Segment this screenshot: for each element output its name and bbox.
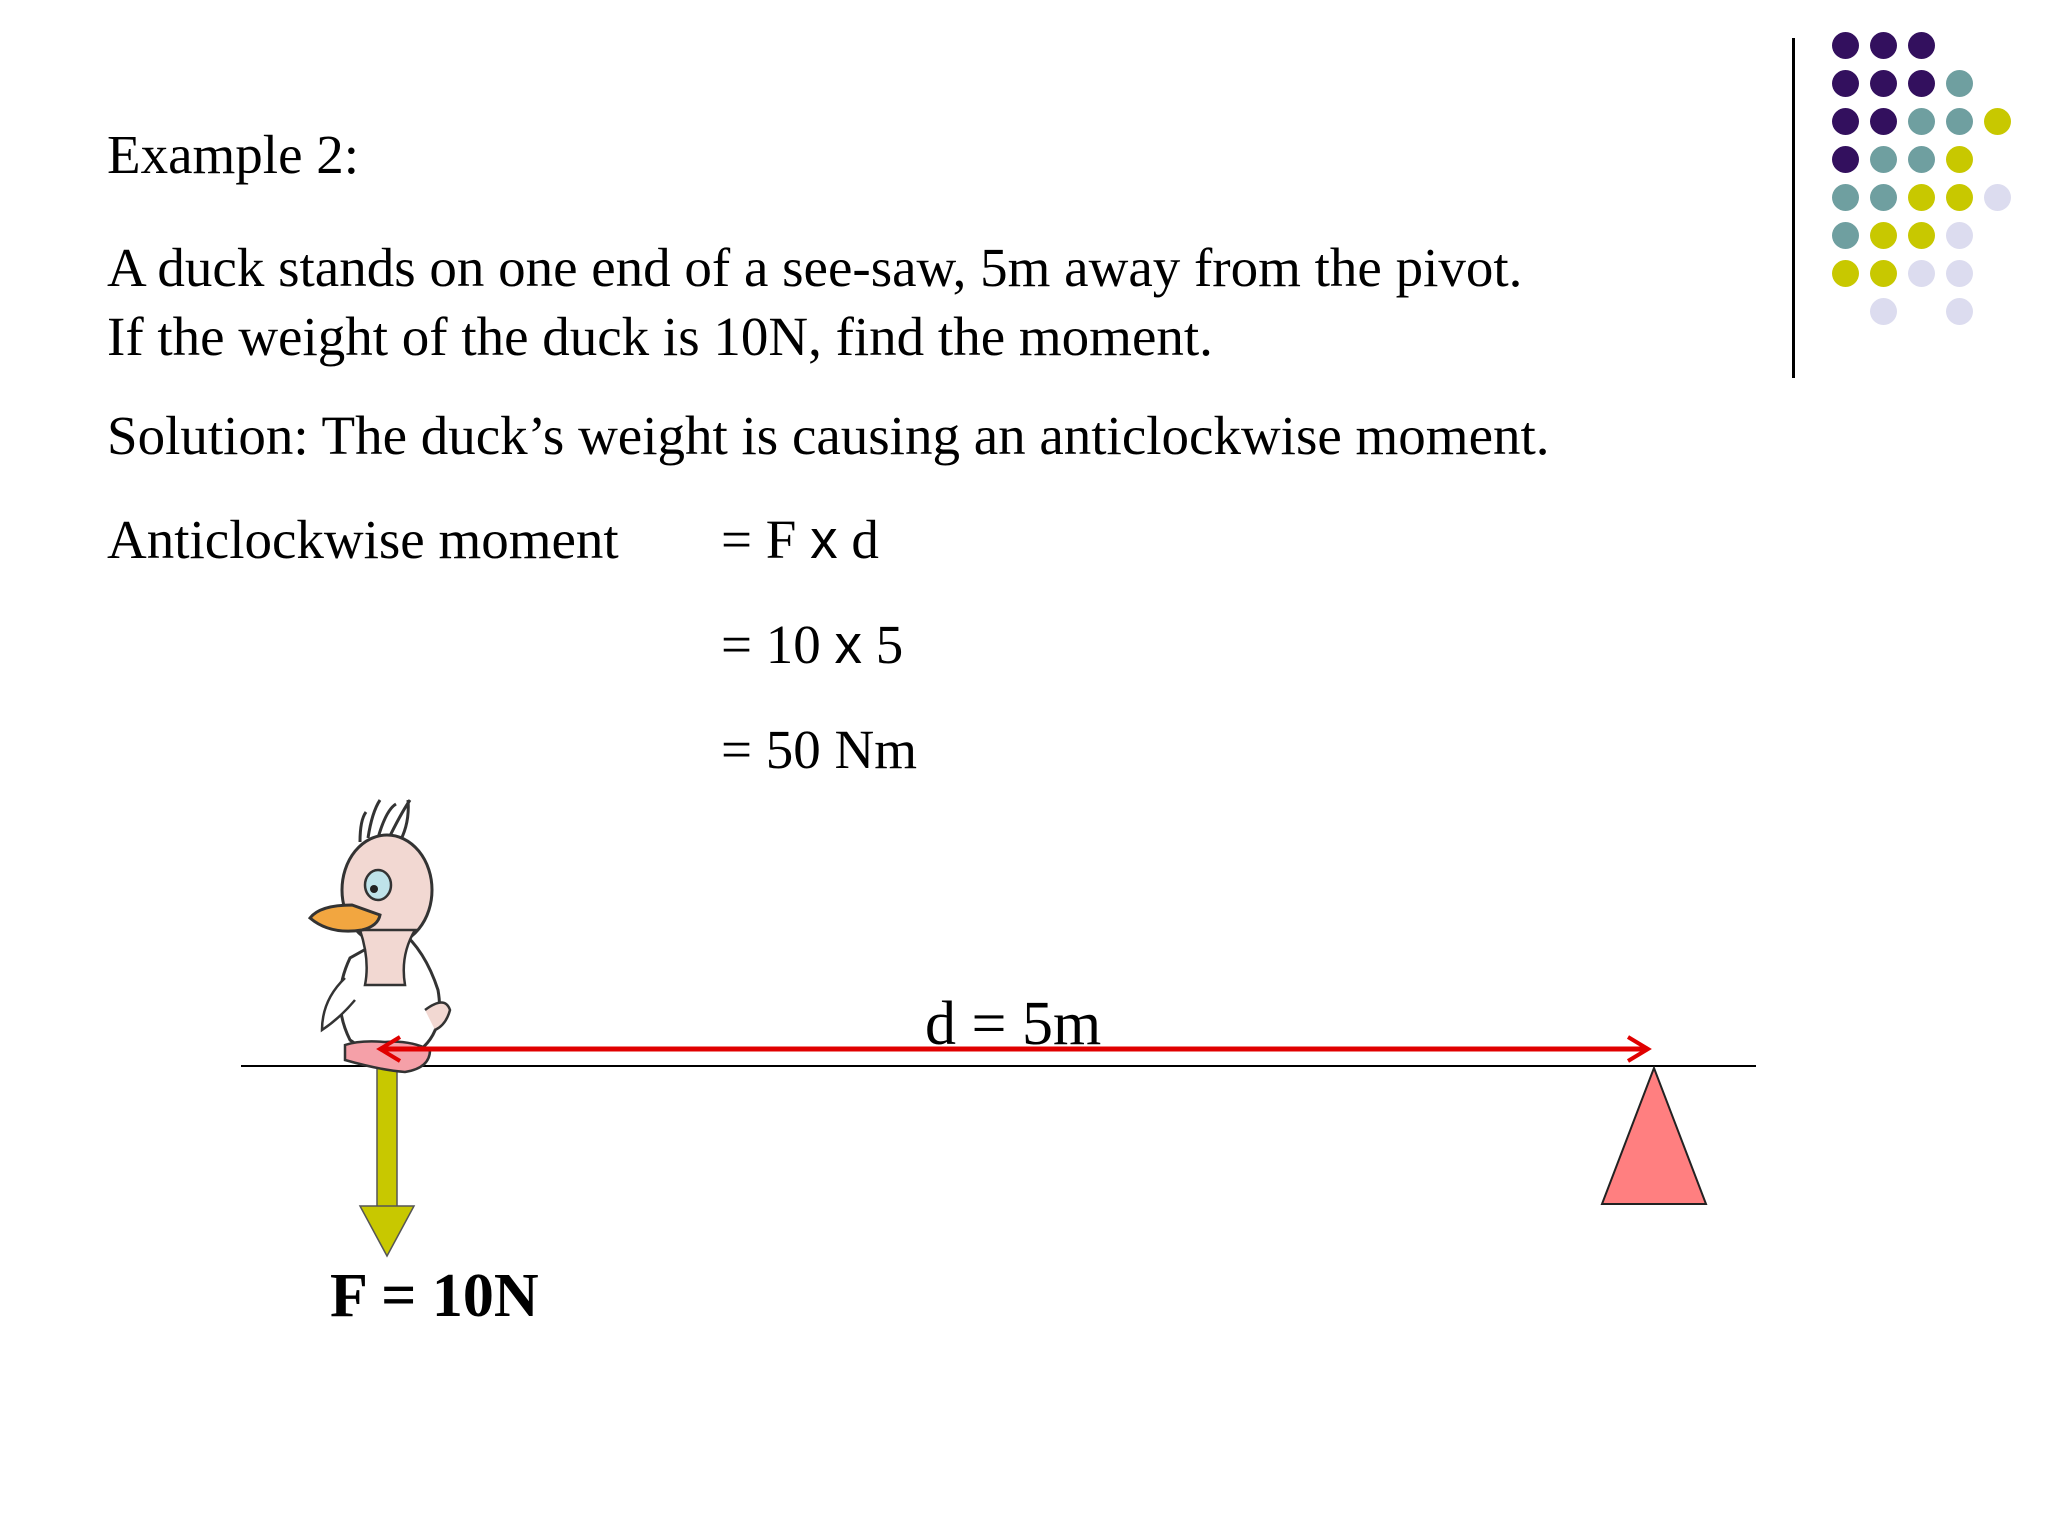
force-label: F = 10N <box>330 1262 539 1330</box>
equation-3-result: = 50 Nm <box>721 719 918 780</box>
problem-line-2: If the weight of the duck is 10N, find the moment. <box>107 306 1213 367</box>
solution-text: Solution: The duck’s weight is causing an anticlockwise moment. <box>107 405 1550 466</box>
slide-title: Example 2: <box>107 124 360 185</box>
pivot-triangle <box>1602 1068 1706 1204</box>
problem-line-1: A duck stands on one end of a see-saw, 5m away from the pivot. <box>107 237 1523 298</box>
duck-icon <box>310 800 450 1072</box>
equation-2-left: = 10 <box>721 614 835 675</box>
equation-1-right: d <box>837 509 879 570</box>
equation-1-left: = F <box>721 509 811 570</box>
moment-label: Anticlockwise moment <box>107 509 619 570</box>
force-arrow <box>360 1068 414 1256</box>
multiply-sign: x <box>834 613 863 675</box>
distance-label: d = 5m <box>925 990 1102 1058</box>
multiply-sign: x <box>810 508 838 570</box>
equation-2-right: 5 <box>862 614 904 675</box>
